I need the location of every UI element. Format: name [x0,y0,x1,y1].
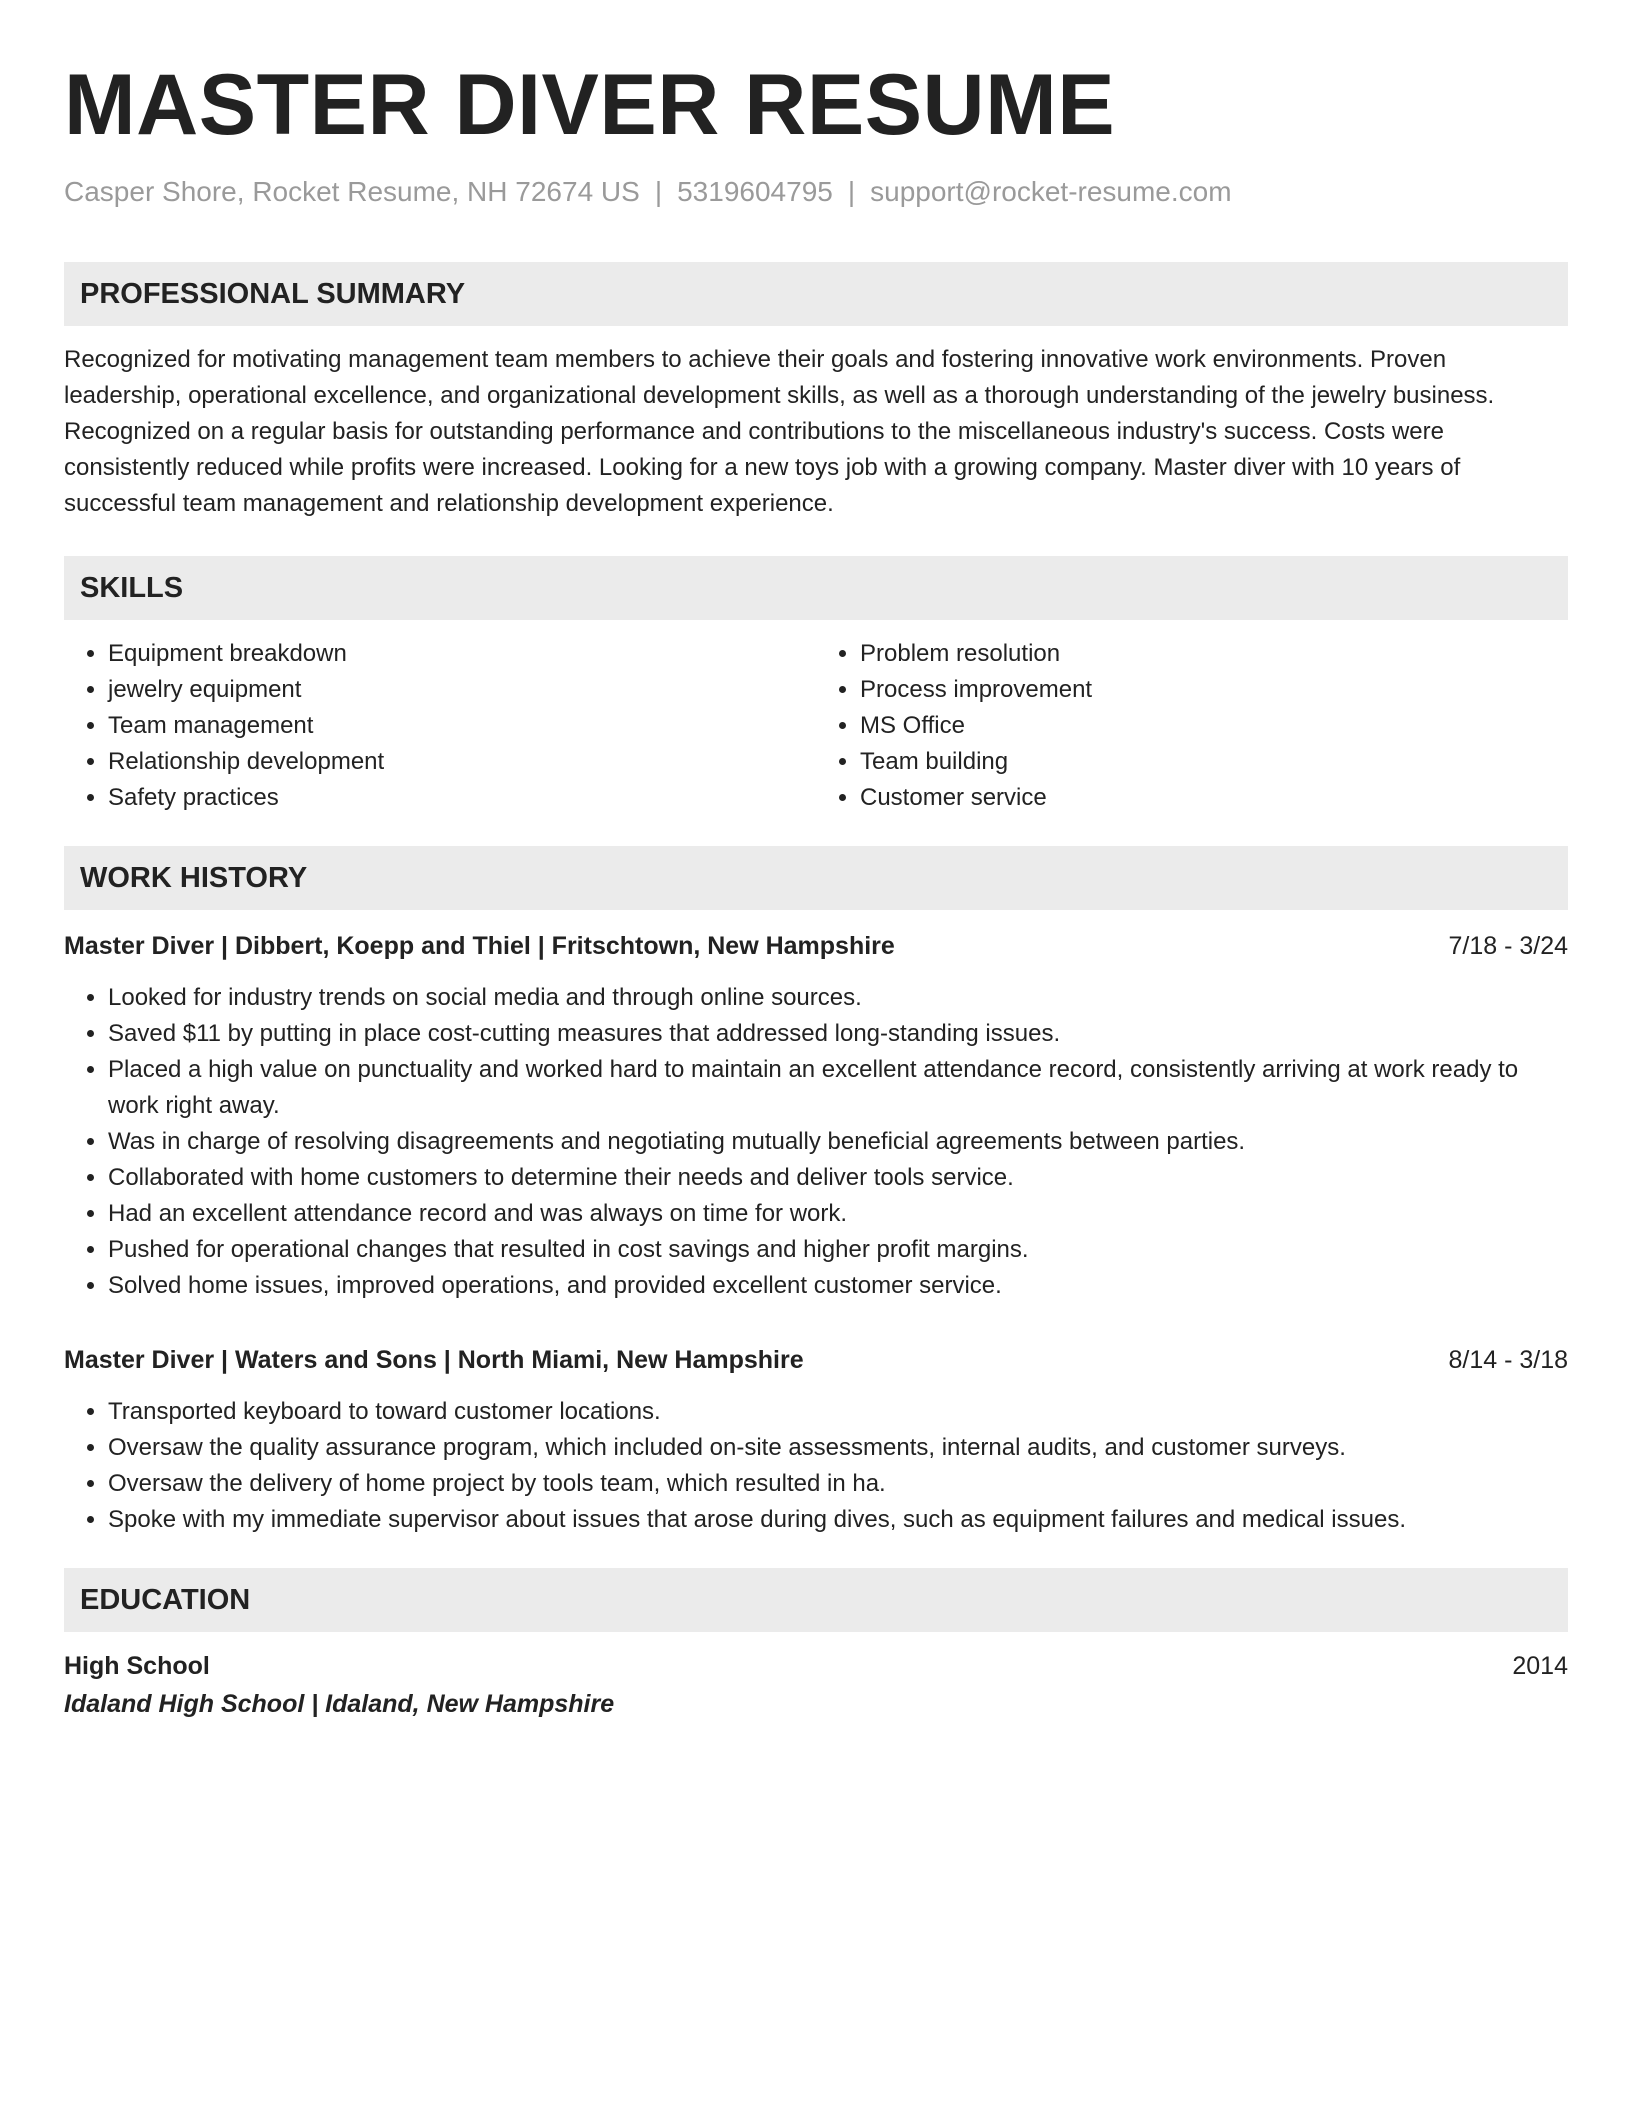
education-year: 2014 [1512,1652,1568,1680]
job-bullet: • Solved home issues, improved operations, and provided excellent customer service. [108,1268,1568,1304]
job-dates: 8/14 - 3/18 [1448,1346,1568,1374]
job-title: Master Diver | Dibbert, Koepp and Thiel | Fritschtown, New Hampshire [64,932,895,960]
job-bullets [64,1394,1568,1538]
resume-title: MASTER DIVER RESUME [64,57,1116,153]
job-bullet: • Oversaw the delivery of home project by tools team, which resulted in ha. [108,1466,1568,1502]
job-bullet: • Placed a high value on punctuality and worked hard to maintain an excellent attendance record, consistently arriving at work ready to work right away. [108,1052,1568,1124]
skill-item: • Problem resolution [860,636,1568,672]
job-title: Master Diver | Waters and Sons | North Miami, New Hampshire [64,1346,804,1374]
job-dates: 7/18 - 3/24 [1448,932,1568,960]
contact-address: Casper Shore, Rocket Resume, NH 72674 US [64,176,640,207]
education-school: Idaland High School | Idaland, New Hampshire [64,1690,615,1718]
summary-heading: PROFESSIONAL SUMMARY [64,262,1568,326]
skill-item: • Process improvement [860,672,1568,708]
job-entry [64,928,1568,1304]
education-heading: EDUCATION [64,1568,1568,1632]
contact-separator: | [654,176,663,207]
job-bullet: • Had an excellent attendance record and was always on time for work. [108,1196,1568,1232]
skills-column-right [816,636,1568,816]
skill-item: • Equipment breakdown [108,636,816,672]
skill-item: • Customer service [860,780,1568,816]
education-degree: High School [64,1652,210,1680]
skills-heading: SKILLS [64,556,1568,620]
job-bullet: • Saved $11 by putting in place cost-cutting measures that addressed long-standing issues. [108,1016,1568,1052]
contact-phone: 5319604795 [677,176,833,207]
skill-item: • Safety practices [108,780,816,816]
contact-line [64,174,1568,210]
job-header [64,1342,1568,1378]
job-bullet: • Collaborated with home customers to determine their needs and deliver tools service. [108,1160,1568,1196]
skills-list [64,636,1568,816]
job-bullets [64,980,1568,1304]
skill-item: • Team building [860,744,1568,780]
contact-email: support@rocket-resume.com [870,176,1232,207]
summary-text: Recognized for motivating management team members to achieve their goals and fostering innovative work environments. Proven leadership, operational excellence, and organizational development skills, as well as a thorough understanding of the jewelry business. Recognized on a regular basis for outstanding performance and contributions to the miscellaneous industry's success. Costs were consistently reduced while profits were increased. Looking for a new toys job with a growing company. Master diver with 10 years of successful team management and relationship development experience. [64,346,1495,517]
job-bullet: • Pushed for operational changes that resulted in cost savings and higher profit margins. [108,1232,1568,1268]
skill-item: • Relationship development [108,744,816,780]
skill-item: • Team management [108,708,816,744]
job-entry [64,1342,1568,1538]
education-header [64,1648,1568,1684]
job-header [64,928,1568,964]
skills-column-left [64,636,816,816]
work-heading: WORK HISTORY [64,846,1568,910]
skill-item: • MS Office [860,708,1568,744]
job-bullet: • Spoke with my immediate supervisor about issues that arose during dives, such as equipment failures and medical issues. [108,1502,1568,1538]
education-entry [64,1648,1568,1724]
skill-item: • jewelry equipment [108,672,816,708]
contact-separator: | [847,176,856,207]
job-bullet: • Looked for industry trends on social media and through online sources. [108,980,1568,1016]
job-bullet: • Oversaw the quality assurance program, which included on-site assessments, internal audits, and customer surveys. [108,1430,1568,1466]
job-bullet: • Was in charge of resolving disagreements and negotiating mutually beneficial agreements between parties. [108,1124,1568,1160]
job-bullet: • Transported keyboard to toward customer locations. [108,1394,1568,1430]
